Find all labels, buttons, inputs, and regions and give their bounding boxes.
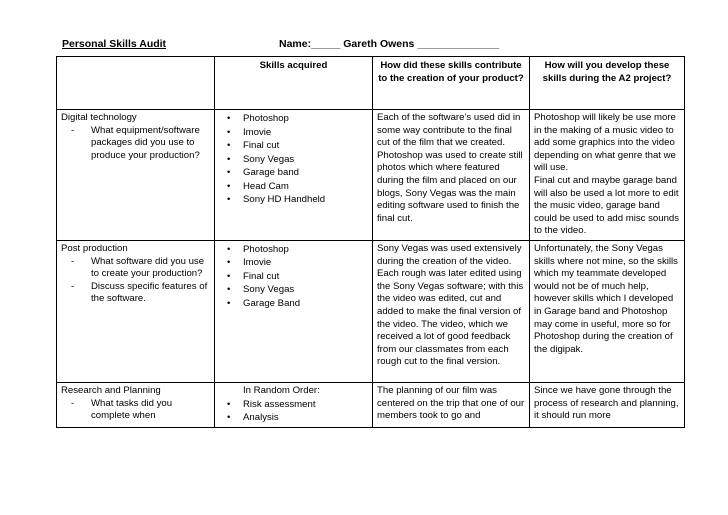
skill-item: • Photoshop xyxy=(227,112,368,126)
skills-list xyxy=(219,243,368,311)
skill-item: • Garage Band xyxy=(227,297,368,311)
category-label: Post production xyxy=(61,242,128,254)
skills-cell xyxy=(215,110,373,241)
skills-cell xyxy=(215,240,373,382)
skill-item: • Garage band xyxy=(227,166,368,180)
development-cell xyxy=(530,110,685,241)
column-header-category xyxy=(57,57,215,110)
contribution-text: The planning of our film was centered on the trip that one of our members took to go and xyxy=(377,384,525,422)
contribution-text: Each of the software’s used did in some way contribute to the final cut of the film that we created. Photoshop was used to create still photos which where featured during the film and placed on our blogs, Sony Vegas was the main editing software used to finish the final cut. xyxy=(377,112,523,224)
skills-list xyxy=(219,398,368,425)
question-item: - Discuss specific features of the software. xyxy=(67,281,210,306)
development-text: Photoshop will likely be use more in the making of a music video to add some graphics into the video depending on what genre that we will use. Final cut and maybe garage band will also be used a lot more to edit the music video, garage band could be used to add misc sounds to the video. xyxy=(534,112,680,237)
contribution-text: Sony Vegas was used extensively during the creation of the video. Each rough was later edited using the Sony Vegas software; with this the video was edited, cut and added to make the final version of the video. The video, which we received a lot of good feedback from our classmates from each rough cut to the final version. xyxy=(377,242,524,368)
contribution-cell xyxy=(373,382,530,427)
skill-item: • Imovie xyxy=(227,126,368,140)
skill-item: • Head Cam xyxy=(227,180,368,194)
question-item: - What tasks did you complete when xyxy=(67,398,210,423)
skill-item: • Sony Vegas xyxy=(227,153,368,167)
category-cell xyxy=(57,240,215,382)
document-title: Personal Skills Audit xyxy=(62,38,167,50)
skills-audit-table xyxy=(56,56,685,428)
category-label: Digital technology xyxy=(61,112,137,123)
development-cell xyxy=(530,382,685,427)
column-header-skills: Skills acquired xyxy=(215,57,373,110)
name-line: Name:_____ Gareth Owens ______________ xyxy=(279,38,500,50)
category-cell xyxy=(57,382,215,427)
category-cell xyxy=(57,110,215,241)
table-header-row xyxy=(57,57,685,110)
question-list xyxy=(61,398,210,423)
table-row xyxy=(57,240,685,382)
development-cell xyxy=(530,240,685,382)
development-text: Since we have gone through the process of research and planning, it should run more xyxy=(534,384,679,422)
development-text: Unfortunately, the Sony Vegas skills where not mine, so the skills which my teammate developed would not be of much help, however skills which I developed in Garage band and Photoshop may come in useful, more so for Photoshop during the creation of the digipak. xyxy=(534,242,678,355)
skill-item: • Photoshop xyxy=(227,243,368,257)
contribution-cell xyxy=(373,240,530,382)
skill-item: • Sony Vegas xyxy=(227,283,368,297)
question-item: - What software did you use to create your production? xyxy=(67,256,210,281)
skill-item: • Final cut xyxy=(227,139,368,153)
skills-list xyxy=(219,112,368,207)
skill-item: • Final cut xyxy=(227,270,368,284)
skill-item: • Sony HD Handheld xyxy=(227,193,368,207)
question-list xyxy=(61,256,210,306)
skill-item: • Risk assessment xyxy=(227,398,368,412)
question-item: - What equipment/software packages did you use to produce your production? xyxy=(67,125,210,163)
column-header-contribution: How did these skills contribute to the creation of your product? xyxy=(373,57,530,110)
skills-cell xyxy=(215,382,373,427)
skill-item: • Analysis xyxy=(227,411,368,425)
skills-intro: In Random Order: xyxy=(243,384,320,396)
skill-item: • Imovie xyxy=(227,256,368,270)
column-header-development: How will you develop these skills during the A2 project? xyxy=(530,57,685,110)
table-row xyxy=(57,110,685,241)
question-list xyxy=(61,125,210,163)
category-label: Research and Planning xyxy=(61,384,161,396)
table-row xyxy=(57,382,685,427)
contribution-cell xyxy=(373,110,530,241)
